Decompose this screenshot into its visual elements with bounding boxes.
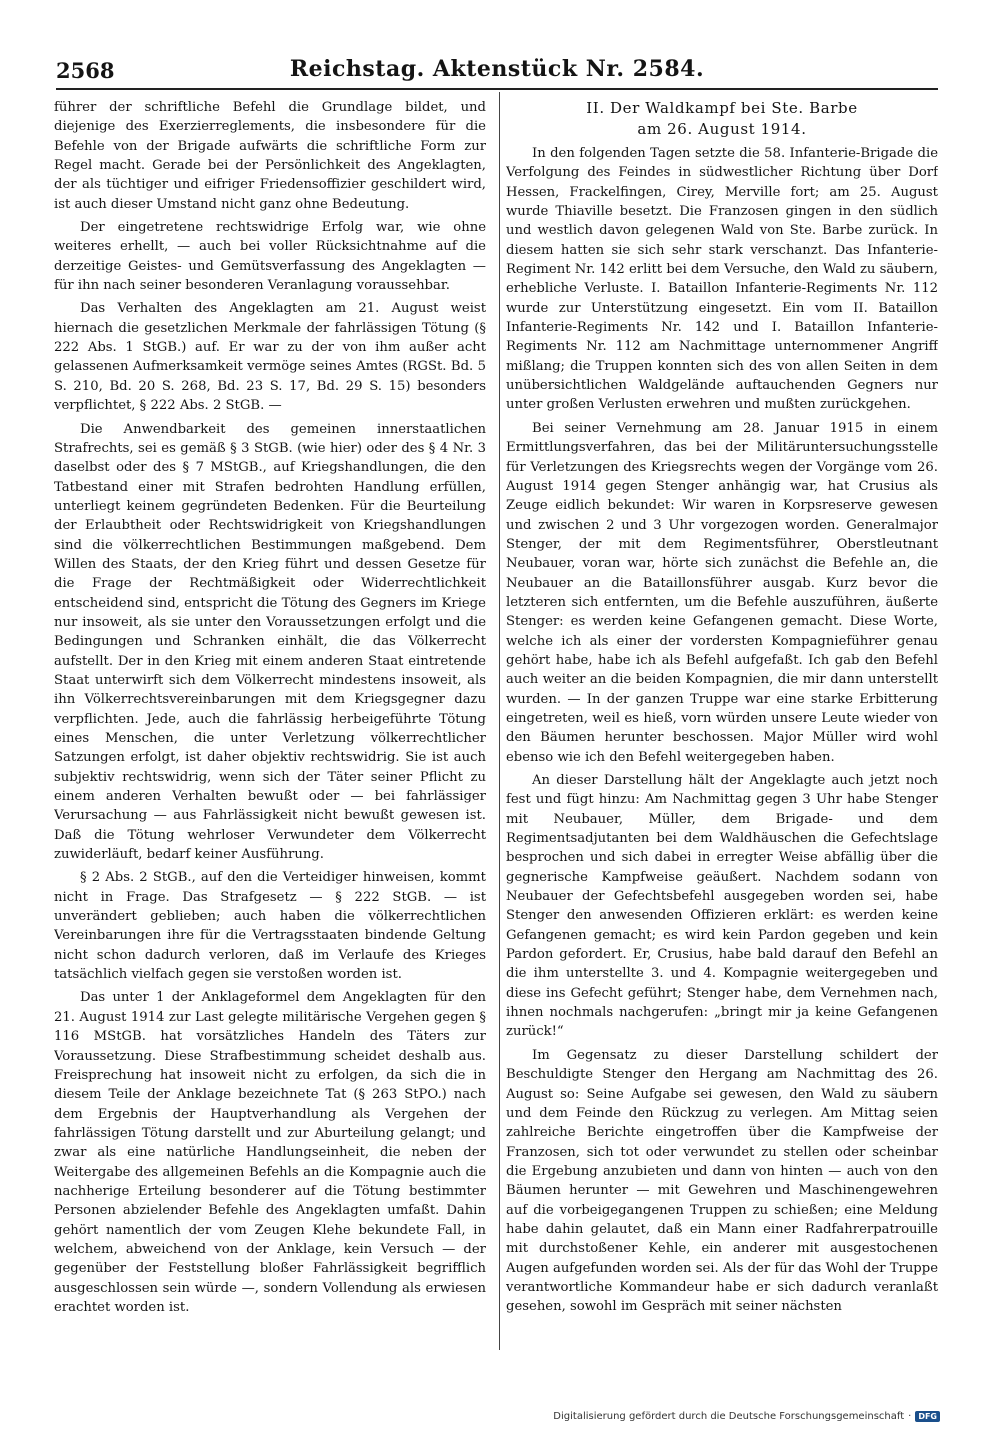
paragraph: Der eingetretene rechtswidrige Erfolg war, wie ohne weiteres erhellt, — auch bei voller Rücksichtnahme auf die derzeitige Geistes- und Gemütsverfassung des Angeklagten — für ihn nach seiner besonderen Veranlagung voraussehbar. (54, 220, 486, 294)
section-heading-line2: am 26. August 1914. (637, 120, 807, 138)
section-heading-line1: II. Der Waldkampf bei Ste. Barbe (586, 99, 858, 117)
dfg-logo-icon: DFG (915, 1411, 940, 1422)
footer-note: Digitalisierung gefördert durch die Deutsche Forschungsgemeinschaft · DFG (553, 1411, 940, 1422)
left-column (54, 98, 486, 1354)
paragraph: führer der schriftliche Befehl die Grundlage bildet, und diejenige des Exerzierreglements, die insbesondere für die Befehle von der Brigade aufwärts die schriftliche Form zur Regel macht. Gerade bei der Persönlichkeit des Angeklagten, der als tüchtiger und eifriger Friedensoffizier geschildert wird, ist auch dieser Umstand nicht ganz ohne Bedeutung. (54, 100, 486, 212)
paragraph: Die Anwendbarkeit des gemeinen innerstaatlichen Strafrechts, sei es gemäß § 3 StGB. (wie hier) oder des § 4 Nr. 3 daselbst oder des § 7 MStGB., auf Kriegshandlungen, die den Tatbestand einer mit Strafen bedrohten Handlung erfüllen, unterliegt keinem gegründeten Bedenken. Für die Beurteilung der Erlaubtheit oder Rechtswidrigkeit von Kriegshandlungen sind die völkerrechtlichen Bestimmungen maßgebend. Dem Willen des Staats, der den Krieg führt und dessen Gesetze für die Frage der Rechtmäßigkeit oder Widerrechtlichkeit entscheidend sind, entspricht die Tötung des Gegners im Kriege nur insoweit, als sie unter den Voraussetzungen erfolgt und die Bedingungen und Schranken einhält, die das Völkerrecht aufstellt. Der in den Krieg mit einem anderen Staat eintretende Staat unterwirft sich dem Völkerrecht mindestens insoweit, als ihn Völkerrechtsvereinbarungen mit dem Kriegsgegner dazu verpflichten. Jede, auch die fahrlässig herbeigeführte Tötung eines Menschen, die unter Verletzung völkerrechtlicher Satzungen erfolgt, ist daher objektiv rechtswidrig. Sie ist auch subjektiv rechtswidrig, wenn sich der Täter seiner Pflicht zu einem anderen Verhalten bewußt oder — bei fahrlässiger Verursachung — aus Fahrlässigkeit nicht bewußt gewesen ist. Daß die Tötung wehrloser Verwundeter dem Völkerrecht zuwiderläuft, bedarf keiner Ausführung. (54, 421, 486, 863)
right-column (506, 98, 938, 1354)
paragraph: Das Verhalten des Angeklagten am 21. August weist hiernach die gesetzlichen Merkmale der fahrlässigen Tötung (§ 222 Abs. 1 StGB.) auf. Er war zu der von ihm außer acht gelassenen Aufmerksamkeit vermöge seines Amtes (RGSt. Bd. 5 S. 210, Bd. 20 S. 268, Bd. 23 S. 17, Bd. 29 S. 15) besonders verpflichtet, § 222 Abs. 2 StGB. — (54, 301, 486, 414)
footer-credit: Digitalisierung gefördert durch die Deutsche Forschungsgemeinschaft (553, 1411, 905, 1422)
paragraph: An dieser Darstellung hält der Angeklagte auch jetzt noch fest und fügt hinzu: Am Nachmittag gegen 3 Uhr habe Stenger mit Neubauer, Müller, dem Brigade- und dem Regimentsadjutanten bei dem Waldhäuschen die Gefechtslage besprochen und sich dabei in erregter Weise abfällig über die gegnerische Kampfweise geäußert. Nachdem sodann von Neubauer der Gefechtsbefehl ausgegeben worden sei, habe Stenger den anwesenden Offizieren erklärt: es werden keine Gefangenen gemacht; es wird kein Pardon gegeben und kein Pardon gefordert. Er, Crusius, habe bald darauf den Befehl an die ihm unterstellte 3. und 4. Kompagnie weitergegeben und diese ins Gefecht geführt; Stenger habe, dem Vernehmen nach, ihnen nochmals nachgerufen: „bringt mir ja keine Gefangenen zurück!“ (506, 773, 938, 1040)
page-header (56, 56, 938, 86)
column-divider (499, 92, 500, 1350)
running-title: Reichstag. Aktenstück Nr. 2584. (289, 56, 705, 82)
section-heading (506, 98, 938, 140)
page-number: 2568 (56, 58, 115, 83)
header-rule (56, 88, 938, 90)
paragraph: Bei seiner Vernehmung am 28. Januar 1915 in einem Ermittlungsverfahren, das bei der Militäruntersuchungsstelle für Verletzungen des Kriegsrechts wegen der Vorgänge vom 26. August 1914 gegen Stenger anhängig war, hat Crusius als Zeuge eidlich bekundet: Wir waren in Korpsreserve gewesen und zwischen 2 und 3 Uhr vorgezogen worden. Generalmajor Stenger, der mit dem Regimentsführer, Oberstleutnant Neubauer, voran war, hörte sich zunächst die Befehle an, die Neubauer an die Bataillonsführer ausgab. Kurz bevor die letzteren sich entfernten, um die Befehle auszuführen, äußerte Stenger: es werden keine Gefangenen gemacht. Diese Worte, welche ich als einer der vordersten Kompagnieführer genau gehört habe, habe ich als Befehl aufgefaßt. Ich gab den Befehl auch weiter an die beiden Kompagnien, die mir dann unterstellt wurden. — In der ganzen Truppe war eine starke Erbitterung eingetreten, weil es hieß, vorn würden unsere Leute wieder von den Bäumen herunter beschossen. Major Müller wird wohl ebenso wie ich den Befehl weitergegeben haben. (506, 420, 938, 765)
paragraph: § 2 Abs. 2 StGB., auf den die Verteidiger hinweisen, kommt nicht in Frage. Das Strafgesetz — § 222 StGB. — ist unverändert geblieben; auch haben die völkerrechtlichen Vereinbarungen ihre für die Vertragsstaaten bindende Geltung nicht schon dadurch verloren, daß im Verlaufe des Krieges tatsächlich vielfach gegen sie verstoßen worden ist. (54, 870, 486, 983)
paragraph: Das unter 1 der Anklageformel dem Angeklagten für den 21. August 1914 zur Last gelegte militärische Vergehen gegen § 116 MStGB. hat vorsätzliches Handeln des Täters zur Voraussetzung. Diese Strafbestimmung scheidet deshalb aus. Freisprechung hat insoweit nicht zu erfolgen, da sich die in diesem Teile der Anklage bezeichnete Tat (§ 263 StPO.) nach dem Ergebnis der Hauptverhandlung als Vergehen der fahrlässigen Tötung darstellt und zur Aburteilung gelangt; und zwar als eine natürliche Handlungseinheit, die neben der Weitergabe des allgemeinen Befehls an die Kompagnie auch die nachherige Erteilung besonderer auf die Tötung bestimmter Personen abzielender Befehle des Angeklagten umfaßt. Dahin gehört namentlich der vom Zeugen Klehe bekundete Fall, in welchem, abweichend von der Anklage, kein Versuch — der gegenüber der Feststellung bloßer Fahrlässigkeit begrifflich ausgeschlossen sein würde —, sondern Vollendung als erwiesen erachtet worden ist. (54, 990, 486, 1315)
paragraph: Im Gegensatz zu dieser Darstellung schildert der Beschuldigte Stenger den Hergang am Nachmittag des 26. August so: Seine Aufgabe sei gewesen, den Wald zu säubern und dem Feinde den Rückzug zu verlegen. Am Mittag seien zahlreiche Berichte eingetroffen über die Kampfweise der Franzosen, sich tot oder verwundet zu stellen oder scheinbar die Ergebung anzubieten und dann von hinten — auch von den Bäumen herunter — mit Gewehren und Maschinengewehren auf die vorbeigegangenen Truppen zu schießen; eine Meldung habe dahin gelautet, daß ein Mann einer Radfahrerpatrouille mit durchstoßener Kehle, ein anderer mit ausgestochenen Augen aufgefunden worden sei. Als der für das Wohl der Truppe verantwortliche Kommandeur habe er sich dadurch veranlaßt gesehen, sowohl im Gespräch mit seiner nächsten (506, 1047, 938, 1315)
paragraph: In den folgenden Tagen setzte die 58. Infanterie-Brigade die Verfolgung des Feindes in südwestlicher Richtung über Dorf Hessen, Frackelfingen, Cirey, Merville fort; am 25. August wurde Thiaville besetzt. Die Franzosen gingen in den südlich und westlich davon gelegenen Wald von Ste. Barbe zurück. In diesem hatten sie sich sehr stark verschanzt. Das Infanterie-Regiment Nr. 142 erlitt bei dem Versuche, den Wald zu säubern, erhebliche Verluste. I. Bataillon Infanterie-Regiments Nr. 112 wurde zur Unterstützung eingesetzt. Ein vom II. Bataillon Infanterie-Regiments Nr. 142 und I. Bataillon Infanterie-Regiments Nr. 112 am Nachmittage unternommener Angriff mißlang; die Truppen konnten sich des von allen Seiten in dem unübersichtlichen Waldgelände auftauchenden Gegners nur unter großen Verlusten erwehren und mußten zurückgehen. (506, 146, 938, 413)
